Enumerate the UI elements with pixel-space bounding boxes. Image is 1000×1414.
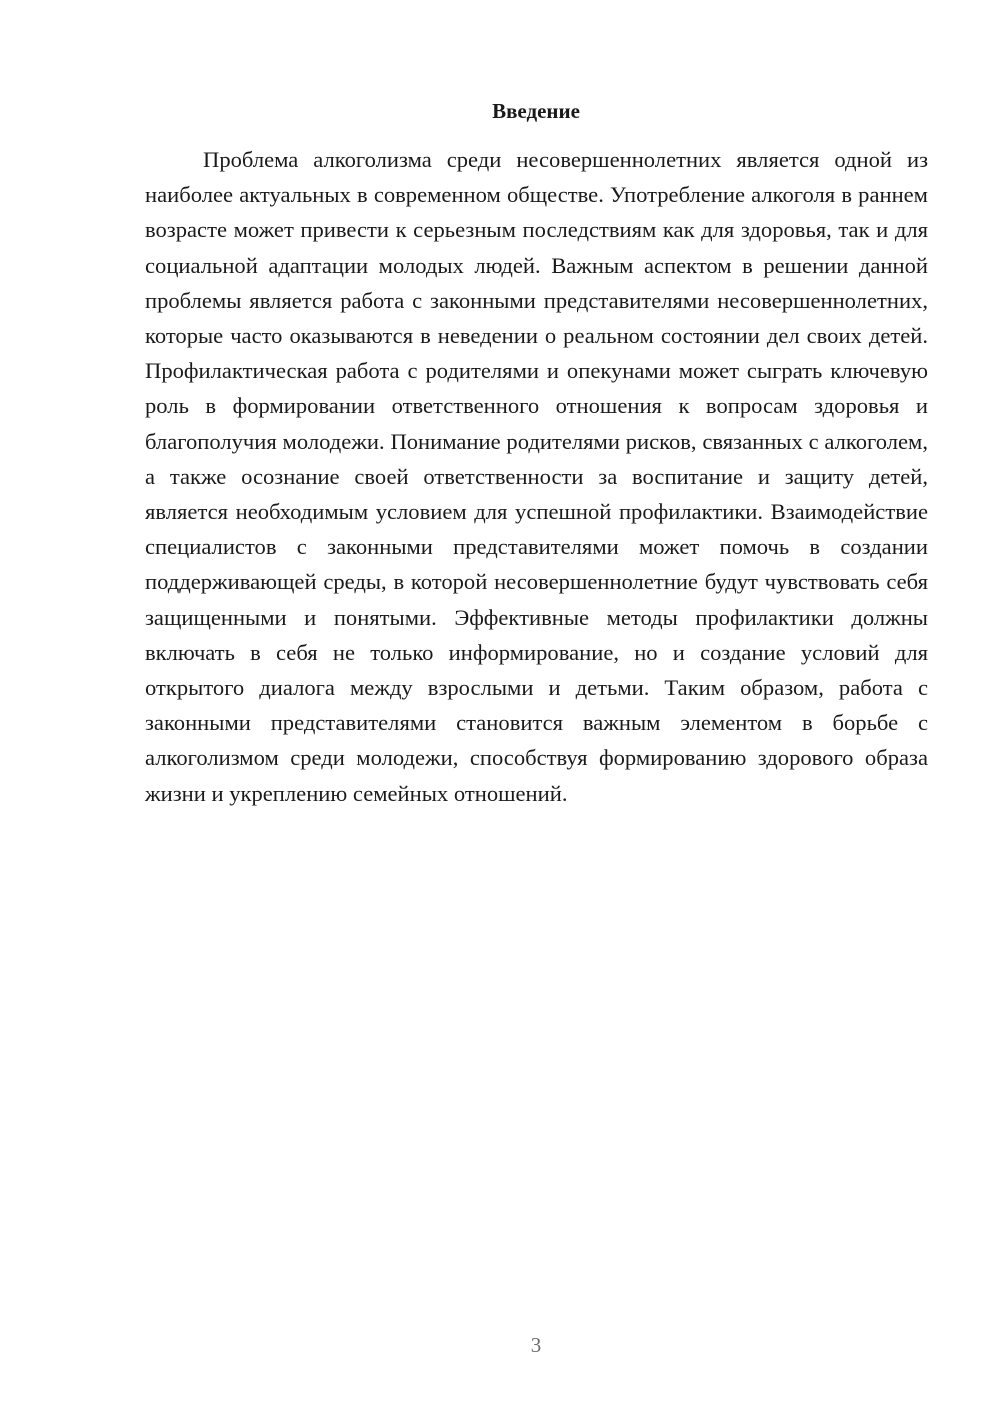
page-number: 3 [530,1333,542,1357]
section-heading: Введение [492,99,580,123]
body-paragraph: Проблема алкоголизма среди несовершеннолетних является одной из наиболее актуальных в современном обществе. Употребление алкоголя в раннем возрасте может привести к серьезным последствиям как для здоровья, так и для социальной адаптации молодых людей. Важным аспектом в решении данной проблемы является работа с законными представителями несовершеннолетних, которые часто оказываются в неведении о реальном состоянии дел своих детей. Профилактическая работа с родителями и опекунами может сыграть ключевую роль в формировании ответственного отношения к вопросам здоровья и благополучия молодежи. Понимание родителями рисков, связанных с алкоголем, а также осознание своей ответственности за воспитание и защиту детей, является необходимым условием для успешной профилактики. Взаимодействие специалистов с законными представителями может помочь в создании поддерживающей среды, в которой несовершеннолетние будут чувствовать себя защищенными и понятыми. Эффективные методы профилактики должны включать в себя не только информирование, но и создание условий для открытого диалога между взрослыми и детьми. Таким образом, работа с законными представителями становится важным элементом в борьбе с алкоголизмом среди молодежи, способствуя формированию здорового образа жизни и укреплению семейных отношений. [145,147,928,806]
